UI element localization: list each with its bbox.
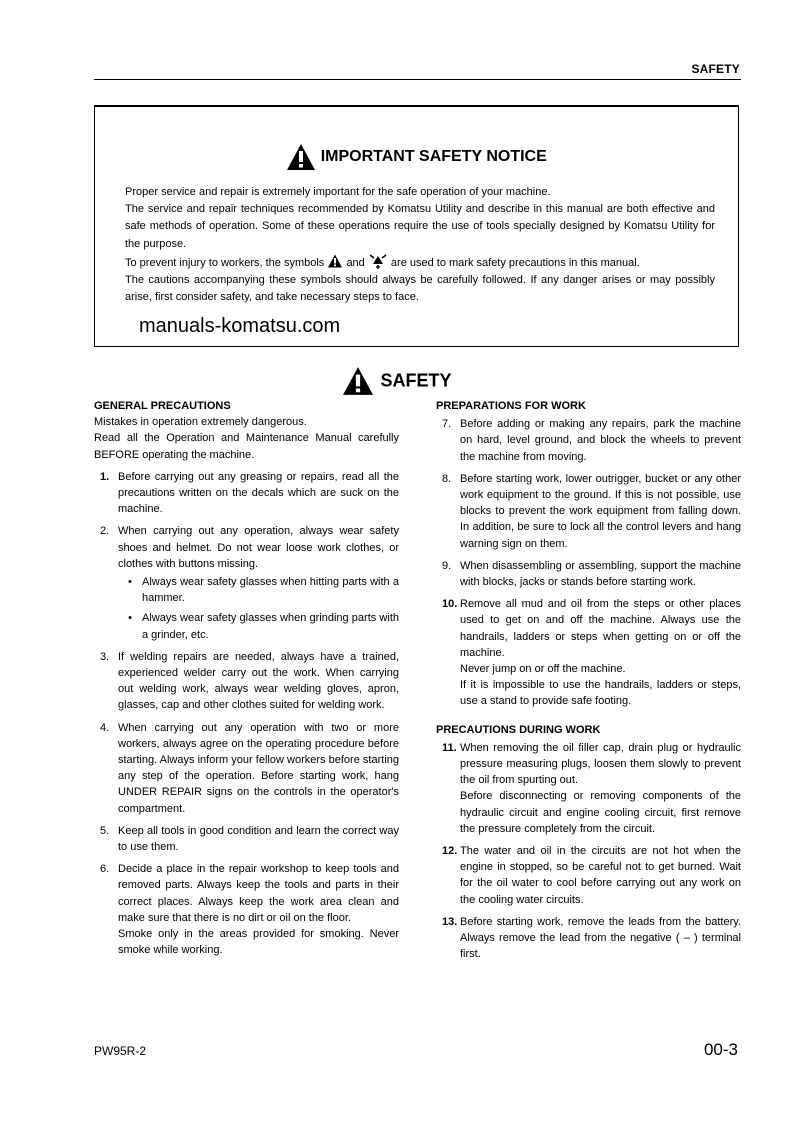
left-column — [94, 398, 399, 959]
list-item-4: 4. When carrying out any operation with two or more workers, always agree on the operating procedure before starting. Always inform your fellow workers before starting any step of the operation. Before starting work, hang UNDER REPAIR signs on the controls in the operator's compartment. — [100, 721, 399, 815]
list-item-1: 1. Before carrying out any greasing or repairs, read all the precautions written on the decals which are suck on the machine. — [100, 470, 399, 516]
heading-general-precautions: GENERAL PRECAUTIONS — [94, 400, 231, 412]
safety-section-title — [0, 366, 793, 396]
right-column — [436, 398, 741, 963]
list-item-8: 8. Before starting work, lower outrigger, bucket or any other work equipment to the ground. If this is not possible, use blocks to prevent the work equipment from falling down. In addition, be sure to lock all the control levers and hang warning sign on them. — [442, 472, 741, 550]
warning-triangle-icon — [286, 143, 316, 171]
list-item-10: 10. Remove all mud and oil from the steps or other places used to get on and off the machine. Always use the handrails, ladders or steps when getting on or off the machine. Never jump on or off the machine. If it is impossible to use the handrails, ladders or steps, use a stand to provide safe footing. — [442, 598, 741, 708]
notice-closing: The cautions accompanying these symbols should always be carefully followed. If any danger arises or may possibly arise, first consider safety, and take necessary steps to face. — [125, 274, 715, 304]
notice-body — [125, 184, 715, 306]
list-item-7: 7. Before adding or making any repairs, park the machine on hard, level ground, and block the wheels to prevent the machine from moving. — [442, 418, 741, 463]
list-item-12: 12. The water and oil in the circuits are not hot when the engine in stopped, so be careful not to get burned. Wait for the oil water to cool before carrying out any work on the cooling water circuits. — [442, 845, 741, 906]
list-item-5: 5. Keep all tools in good condition and learn the correct way to use them. — [100, 824, 399, 854]
notice-title — [95, 143, 738, 171]
caution-burst-icon — [368, 253, 388, 269]
footer-model: PW95R-2 — [94, 1044, 147, 1058]
watermark-text: manuals-komatsu.com — [139, 315, 341, 337]
notice-title-text: IMPORTANT SAFETY NOTICE — [320, 148, 547, 165]
header-rule — [94, 79, 741, 80]
heading-preparations-for-work: PREPARATIONS FOR WORK — [436, 400, 586, 412]
list-item-9: 9. When disassembling or assembling, support the machine with blocks, jacks or stands before starting work. — [442, 559, 741, 589]
list-item-13: 13. Before starting work, remove the leads from the battery. Always remove the lead from the negative ( – ) terminal first. — [442, 915, 741, 961]
warning-triangle-icon — [341, 366, 375, 396]
list-item-11: 11. When removing the oil filler cap, drain plug or hydraulic pressure measuring plugs, loosen them slowly to prevent the oil from spurting out. Before disconnecting or removing components of the hydraulic circuit and engine cooling circuit, first remove the pressure completely from the circuit. — [442, 741, 741, 835]
important-safety-notice-box — [94, 105, 739, 347]
notice-paragraph: The service and repair techniques recommended by Komatsu Utility and describe in this manual are both effective and safe methods of operation. Some of these operations require the use of tools specially designed by Komatsu Utility for the purpose. — [125, 203, 715, 250]
list-item-6: 6. Decide a place in the repair workshop to keep tools and removed parts. Always keep the tools and parts in their correct places. Always keep the work area clean and make sure that there is no dirt or oil on the floor. Smoke only in the areas provided for smoking. Never smoke while working. — [100, 863, 399, 957]
list-item-2: 2. When carrying out any operation, always wear safety shoes and helmet. Do not wear loose work clothes, or clothes with buttons missing. • Always wear safety glasses when hitting parts with a hammer. • Always wear safety glasses when grinding parts with a grinder, etc. — [94, 523, 399, 642]
running-header-section: SAFETY — [691, 62, 740, 76]
bullet-item: • Always wear safety glasses when grinding parts with a grinder, etc. — [128, 612, 399, 641]
bullet-item: • Always wear safety glasses when hitting parts with a hammer. — [128, 576, 399, 605]
warning-triangle-icon — [327, 254, 343, 268]
intro-text: Read all the Operation and Maintenance Manual carefully BEFORE operating the machine. — [94, 432, 399, 461]
heading-precautions-during-work: PRECAUTIONS DURING WORK — [436, 723, 601, 736]
safety-title-text: SAFETY — [380, 370, 452, 391]
footer-page-number: 00-3 — [703, 1040, 738, 1059]
notice-paragraph: Proper service and repair is extremely important for the safe operation of your machine. — [125, 186, 551, 198]
list-item-3: 3. If welding repairs are needed, always have a trained, experienced welder carry out the work. When carrying out welding work, always wear welding gloves, apron, glasses, cap and other clothes suited for welding work. — [100, 650, 399, 712]
notice-symbols-line: To prevent injury to workers, the symbols and are used to mark safety precautions in this manual. — [125, 253, 715, 272]
intro-text: Mistakes in operation extremely dangerous. — [94, 416, 307, 429]
